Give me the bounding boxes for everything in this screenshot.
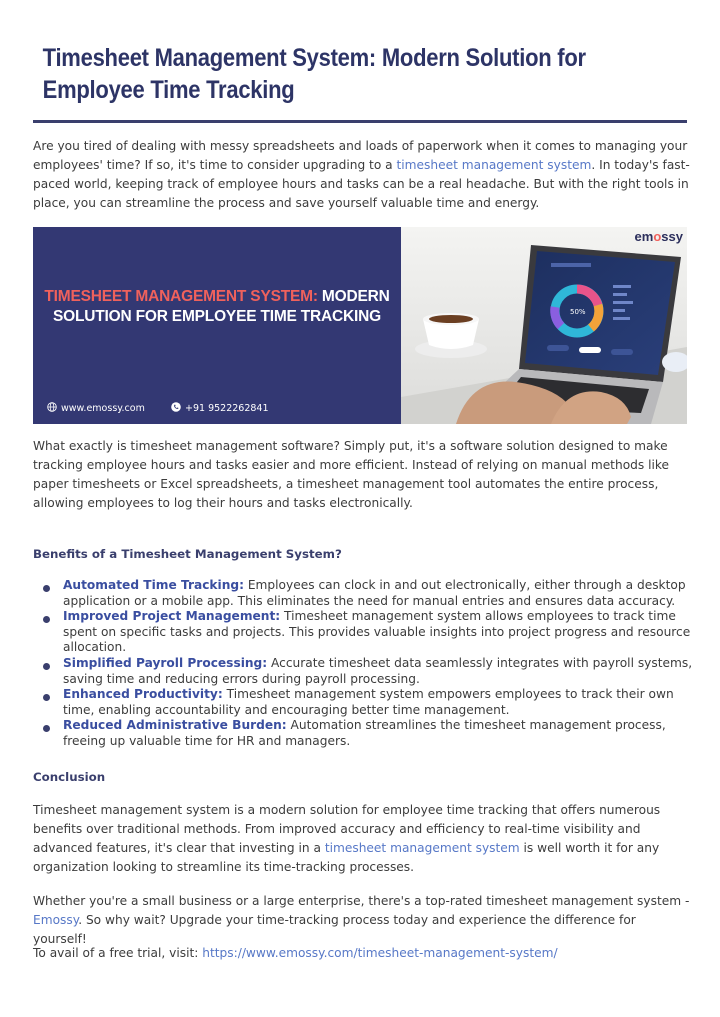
benefits-heading: Benefits of a Timesheet Management System? (33, 547, 342, 561)
benefit-title: Simplified Payroll Processing: (63, 655, 268, 670)
banner-website-text: www.emossy.com (61, 403, 145, 414)
bullet-icon (43, 616, 50, 623)
conclusion-heading: Conclusion (33, 770, 106, 784)
conclusion-2-text-2: . So why wait? Upgrade your time-tracking process today and experience the difference for yourself! (33, 913, 636, 946)
benefit-text: Employees can clock in and out electronically, either through a desktop application or a mobile app. This eliminates the need for manual entries and ensures data accuracy. (63, 578, 686, 608)
benefit-text: Timesheet management system empowers employees to track their own time, enabling accountability and encouraging better time management. (63, 687, 674, 717)
bullet-icon (43, 663, 50, 670)
banner-heading-line-2: SOLUTION FOR EMPLOYEE TIME TRACKING (53, 308, 381, 325)
bullet-icon (43, 585, 50, 592)
globe-icon (47, 402, 57, 415)
banner-phone[interactable] (171, 402, 269, 415)
intro-text-2: . In today's fast-paced world, keeping track of employee hours and tasks can be a real headache. But with the right tools in place, you can streamline the process and save yourself valuable time and energy. (33, 158, 690, 210)
trial-text: To avail of a free trial, visit: (33, 946, 203, 960)
emossy-logo: emossy (634, 229, 683, 244)
benefit-text: Automation streamlines the timesheet management process, freeing up valuable time for HR and managers. (63, 718, 666, 748)
conclusion-paragraph-2 (33, 892, 693, 949)
conclusion-1-link[interactable]: timesheet management system (324, 841, 520, 855)
benefit-item-simplified-payroll (43, 656, 693, 687)
benefit-item-enhanced-productivity (43, 687, 693, 718)
banner-phone-text: +91 9522262841 (185, 403, 269, 414)
bullet-icon (43, 694, 50, 701)
benefits-list (43, 578, 693, 750)
banner-photo (401, 227, 687, 424)
what-is-paragraph: What exactly is timesheet management software? Simply put, it's a software solution designed to make tracking employee hours and tasks easier and more efficient. Instead of relying on manual methods like paper timesheets or Excel spreadsheets, a timesheet management tool automates the entire process, allowing employees to log their hours and tasks electronically. (33, 439, 669, 510)
dashboard-center-label: 50% (570, 308, 586, 316)
intro-paragraph (33, 137, 693, 213)
benefit-text: Timesheet management system allows employees to track time spent on specific tasks and projects. This provides valuable insights into project progress and resource allocation. (63, 609, 691, 655)
benefit-text: Accurate timesheet data seamlessly integrates with payroll systems, saving time and reducing errors during payroll processing. (63, 655, 693, 686)
banner-heading-rest: MODERN (317, 288, 390, 305)
benefit-item-reduced-admin-burden (43, 718, 693, 749)
page-title: Timesheet Management System: Modern Solution for Employee Time Tracking (42, 44, 586, 104)
benefit-title: Improved Project Management: (63, 609, 281, 624)
banner-heading (33, 287, 401, 327)
benefit-title: Enhanced Productivity: (63, 687, 223, 702)
laptop-dashboard-illustration (401, 227, 687, 424)
intro-text-1: Are you tired of dealing with messy spreadsheets and loads of paperwork when it comes to managing your employees' time? If so, it's time to consider upgrading to a (33, 139, 688, 172)
conclusion-paragraph-1 (33, 801, 693, 877)
benefit-title: Automated Time Tracking: (63, 578, 244, 592)
emossy-link[interactable]: Emossy (33, 913, 79, 927)
benefit-item-improved-project-management (43, 609, 693, 656)
trial-paragraph (33, 944, 693, 963)
trial-link[interactable]: https://www.emossy.com/timesheet-management-system/ (202, 946, 558, 960)
benefit-title: Reduced Administrative Burden: (63, 718, 287, 733)
title-divider (33, 120, 687, 123)
article-header (33, 42, 687, 106)
conclusion-1-text-2: is well worth it for any organization looking to streamline its time-tracking processes. (33, 841, 660, 874)
intro-link[interactable]: timesheet management system (396, 158, 592, 172)
conclusion-1-text-1: Timesheet management system is a modern solution for employee time tracking that offers numerous benefits over traditional methods. From improved accuracy and efficiency to real-time visibility and advanced features, it's clear that investing in a (33, 803, 661, 855)
banner-website[interactable] (47, 402, 145, 415)
benefit-item-automated-time-tracking (43, 578, 693, 609)
conclusion-2-text-1: Whether you're a small business or a large enterprise, there's a top-rated timesheet management system - (33, 894, 690, 908)
bullet-icon (43, 725, 50, 732)
hero-banner (33, 227, 687, 424)
banner-heading-accent: TIMESHEET MANAGEMENT SYSTEM: (44, 288, 318, 305)
phone-icon (171, 402, 181, 415)
banner-panel (33, 227, 401, 424)
